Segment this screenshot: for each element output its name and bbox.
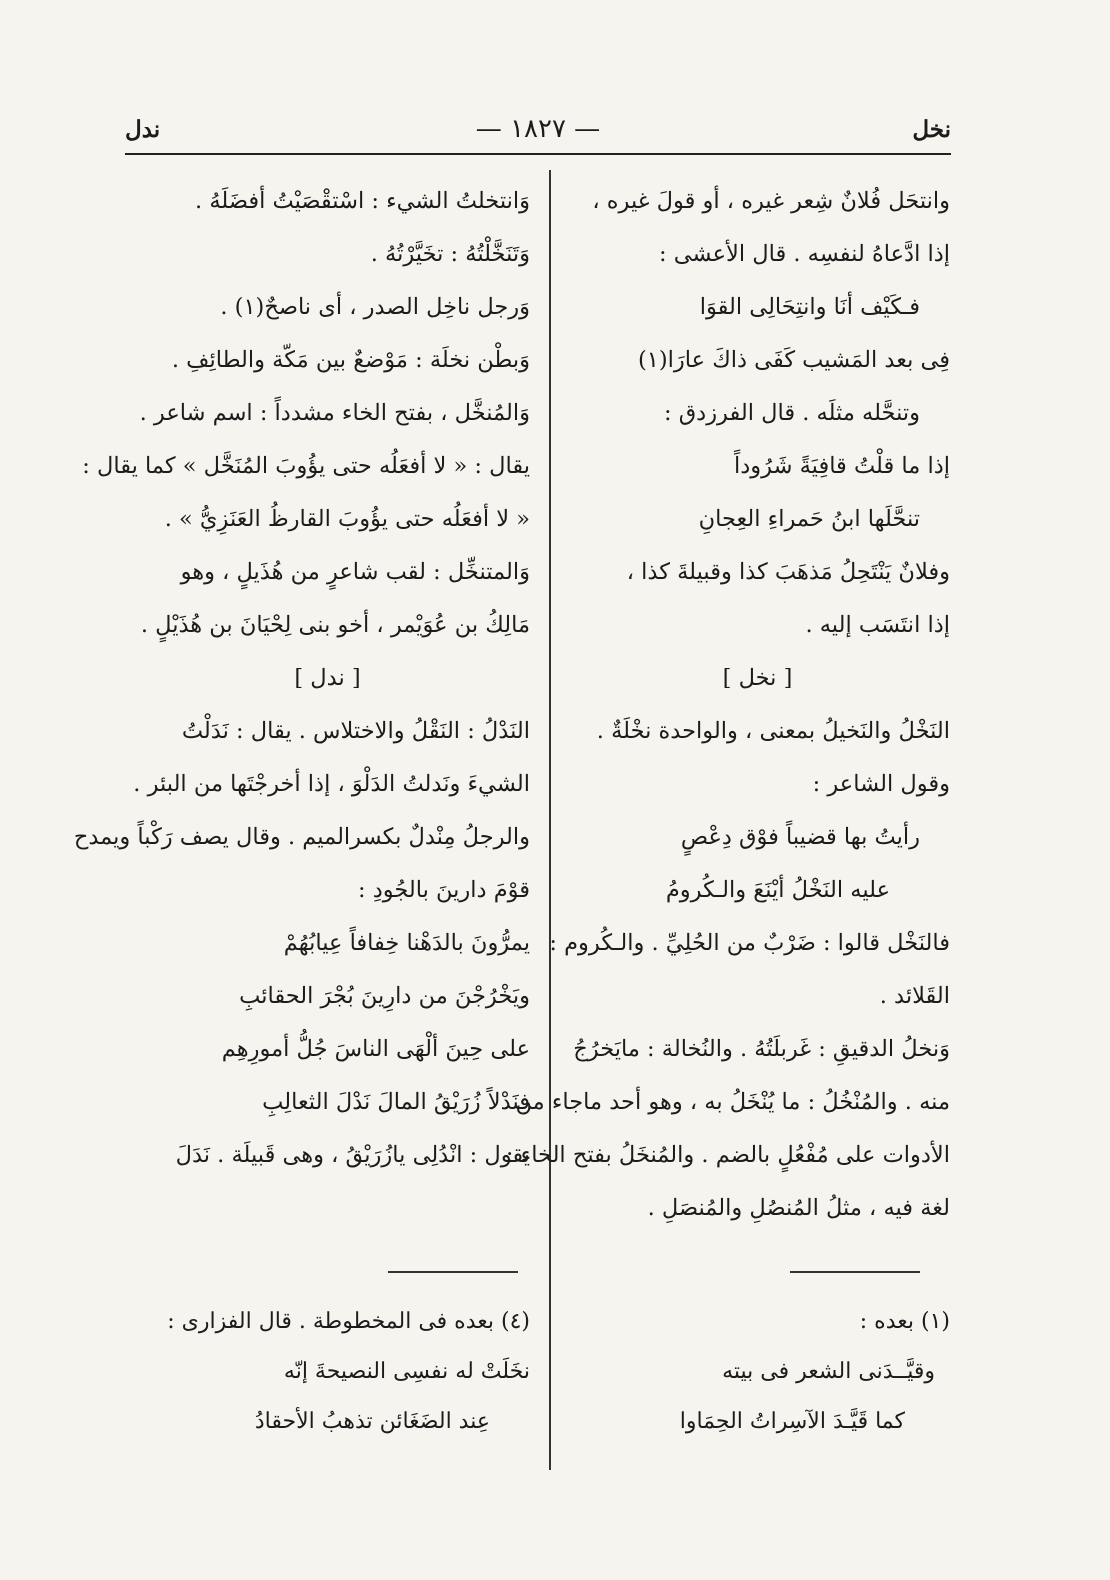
footnote-verse: عِند الضَغَائن تذهبُ الأحقادُ bbox=[254, 1409, 490, 1434]
text-line: النَخْلُ والنَخيلُ بمعنى ، والواحدة نخْلَةٌ . bbox=[596, 718, 950, 744]
page-header bbox=[125, 112, 951, 152]
right-column bbox=[505, 175, 950, 1235]
footnotes-right bbox=[565, 1297, 950, 1447]
text-line: يقال : « لا أفعَلُه حتى يؤُوبَ المُنَخَّل » كما يقال : bbox=[82, 453, 530, 479]
text-line: وَبطْن نخلَة : مَوْضعٌ بين مَكّة والطائِفِ . bbox=[171, 347, 530, 373]
verse-line: يمرُّونَ بالدَهْنا خِفافاً عِيابُهُمْ bbox=[283, 930, 530, 956]
text-line: وَنخلُ الدقيقِ : غَربلَتُهُ . والنُخالة : مايَخرُجُ bbox=[573, 1036, 950, 1062]
text-line: إذا انتَسَب إليه . bbox=[805, 612, 950, 638]
verse-line: فـكَيْف أنَا وانتِحَالِى القوَا bbox=[699, 294, 920, 320]
text-line: وَالمُنخَّل ، بفتح الخاء مشدداً : اسم شاعر . bbox=[139, 400, 530, 426]
column-divider bbox=[549, 170, 551, 1470]
text-line: قوْمَ دارينَ بالجُودِ : bbox=[357, 877, 530, 903]
section-heading-nadl: [ ندل ] bbox=[294, 665, 361, 691]
footnote-verse: كما قَيَّـدَ الآسِراتُ الحِمَاوا bbox=[679, 1409, 905, 1434]
page-number: — ١٨٢٧ — bbox=[475, 114, 601, 144]
verse-line: فِى بعد المَشيب كَفَى ذاكَ عارَا(١) bbox=[638, 347, 950, 373]
text-line: وانتحَل فُلانٌ شِعر غيره ، أو قولَ غيره ، bbox=[592, 188, 950, 214]
footnote-line: (١) بعده : bbox=[859, 1309, 950, 1334]
text-line: وتنحَّله مثلَه . قال الفرزدق : bbox=[663, 400, 920, 426]
text-line: إذا ادَّعاهُ لنفسِه . قال الأعشى : bbox=[659, 241, 950, 267]
text-line: الأدوات على مُفْعُلٍ بالضم . والمُنخَلُ بفتح الخاء : bbox=[505, 1142, 950, 1168]
text-line: القَلائد . bbox=[879, 983, 950, 1009]
footnote-rule-left bbox=[388, 1271, 518, 1273]
verse-line: ويَخْرُجْنَ من دارِينَ بُجْرَ الحقائبِ bbox=[239, 983, 530, 1009]
verse-line: تنحَّلَها ابنُ حَمراءِ العِجانِ bbox=[698, 506, 920, 532]
text-line: وَتَنَخَّلْتُهُ : تخَيَّرْتُهُ . bbox=[370, 241, 530, 267]
text-line: وَالمتنخِّل : لقب شاعرٍ من هُذَيلٍ ، وهو bbox=[180, 559, 530, 585]
header-root-right: نخل bbox=[912, 116, 951, 143]
left-column bbox=[73, 175, 530, 1182]
text-line: الشيءَ ونَدلتُ الدَلْوَ ، إذا أخرجْتَها من البئر . bbox=[133, 771, 530, 797]
footnote-verse: وقيَّــدَنى الشعر فى بيته bbox=[722, 1359, 935, 1384]
text-line: لغة فيه ، مثلُ المُنصُلِ والمُنصَلِ . bbox=[647, 1195, 950, 1221]
text-line: فالنَخْل قالوا : ضَرْبٌ من الحُلِيِّ . والـكُروم : bbox=[549, 930, 950, 956]
verse-line: عليه النَخْلُ أيْنَعَ والـكُرومُ bbox=[665, 877, 890, 903]
header-root-left: ندل bbox=[125, 116, 161, 143]
footnote-rule-right bbox=[790, 1271, 920, 1273]
footnote-verse: نخَلَتْ له نفسِى النصيحةَ إنّه bbox=[283, 1359, 530, 1384]
text-line: وفلانٌ يَنْتَحِلُ مَذهَبَ كذا وقبيلةَ كذا ، bbox=[626, 559, 950, 585]
footnotes-left bbox=[125, 1297, 530, 1447]
text-line: مَالِكُ بن عُوَيْمر ، أخو بنى لِحْيَانَ بن هُذَيْلٍ . bbox=[140, 612, 530, 638]
text-line: « لا أفعَلُه حتى يؤُوبَ القارظُ العَنَزِيُّ » . bbox=[164, 506, 530, 532]
text-line: وَرجل ناخِل الصدر ، أى ناصحٌ(١) . bbox=[220, 294, 530, 320]
verse-line: فنَدْلاً زُرَيْقُ المالَ نَدْلَ الثعالِبِ bbox=[262, 1089, 530, 1115]
verse-line: على حِينَ ألْهَى الناسَ جُلُّ أمورِهِم bbox=[221, 1036, 530, 1062]
section-heading-nakhl: [ نخل ] bbox=[722, 665, 793, 691]
text-line: منه . والمُنْخُلُ : ما يُنْخَلُ به ، وهو أحد ماجاء من bbox=[515, 1089, 950, 1115]
text-line: النَدْلُ : النَقْلُ والاختلاس . يقال : نَدَلْتُ bbox=[181, 718, 530, 744]
header-rule bbox=[125, 153, 951, 155]
verse-line: إذا ما قلْتُ قافِيَةً شَرُوداً bbox=[734, 453, 950, 479]
text-line: والرجلُ مِنْدلٌ بكسرالميم . وقال يصف رَكْباً ويمدح bbox=[73, 824, 530, 850]
text-line: وقول الشاعر : bbox=[812, 771, 950, 797]
text-line: وَانتخلتُ الشيء : اسْتقْصَيْتُ أفضَلَهُ . bbox=[195, 188, 530, 214]
text-line: يقول : انْدُلِى يازُرَيْقُ ، وهى قَبيلَة . نَدَلَ bbox=[175, 1142, 530, 1168]
verse-line: رأيتُ بها قضيباً فوْق دِعْصٍ bbox=[680, 824, 920, 850]
footnote-line: (٤) بعده فى المخطوطة . قال الفزارى : bbox=[167, 1309, 530, 1334]
